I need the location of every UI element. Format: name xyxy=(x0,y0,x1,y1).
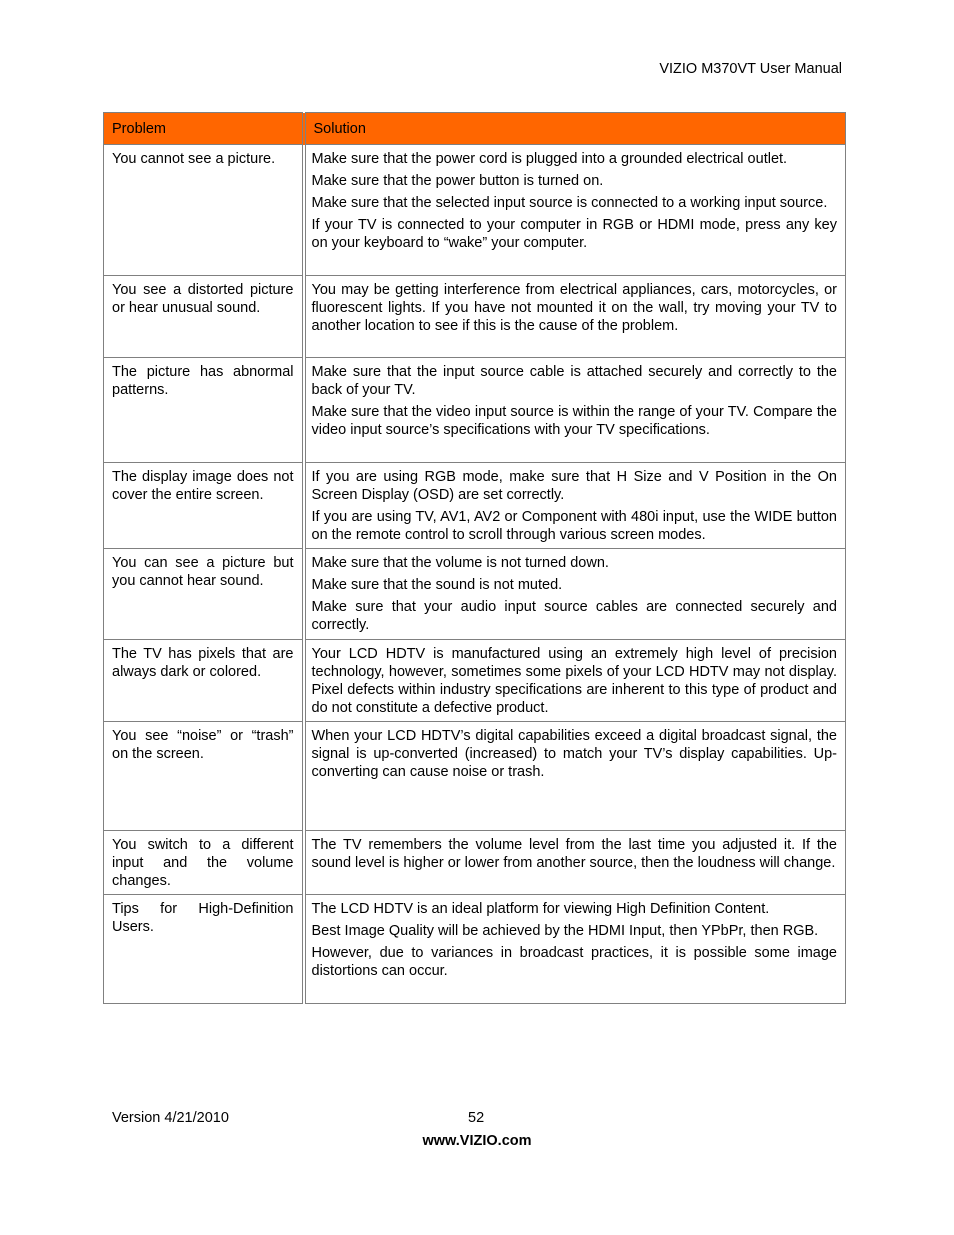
solution-cell xyxy=(306,276,846,339)
solution-text: Make sure that the power cord is plugged into a grounded electrical outlet. xyxy=(311,151,788,167)
table-row xyxy=(104,463,846,549)
table-row xyxy=(104,276,846,358)
solution-cell xyxy=(306,895,846,984)
table-row xyxy=(104,640,846,722)
problem-cell: Tips for High-Definition Users. xyxy=(112,901,294,935)
solution-text: Make sure that the video input source is within the range of your TV. Compare the video input source’s specifications with your TV specifications. xyxy=(311,404,837,438)
table-row xyxy=(104,145,846,276)
solution-text: When your LCD HDTV’s digital capabilities exceed a digital broadcast signal, the signal is up-converted (increased) to match your TV’s display capabilities. Up-converting can cause noise or trash. xyxy=(311,728,837,780)
solution-text: If you are using RGB mode, make sure that H Size and V Position in the On Screen Display (OSD) are set correctly. xyxy=(311,469,837,503)
solution-text: Best Image Quality will be achieved by the HDMI Input, then YPbPr, then RGB. xyxy=(311,923,819,939)
solution-text: However, due to variances in broadcast practices, it is possible some image distortions can occur. xyxy=(311,945,837,979)
footer-version: Version 4/21/2010 xyxy=(112,1110,229,1126)
column-header-solution: Solution xyxy=(304,113,846,145)
table-row xyxy=(104,358,846,463)
problem-cell: You can see a picture but you cannot hear sound. xyxy=(112,555,294,589)
table-row xyxy=(104,895,846,1004)
solution-text: Make sure that the volume is not turned down. xyxy=(311,555,609,571)
solution-text: If you are using TV, AV1, AV2 or Component with 480i input, use the WIDE button on the remote control to scroll through various screen modes. xyxy=(311,509,837,543)
solution-text: Make sure that the sound is not muted. xyxy=(311,577,563,593)
problem-cell: The display image does not cover the entire screen. xyxy=(112,469,294,503)
problem-cell: You see a distorted picture or hear unusual sound. xyxy=(112,282,294,316)
solution-cell xyxy=(306,358,846,443)
solution-text: Make sure that the input source cable is attached securely and correctly to the back of your TV. xyxy=(311,364,837,398)
manual-title: VIZIO M370VT User Manual xyxy=(659,61,842,77)
column-header-problem: Problem xyxy=(104,113,304,145)
table-row xyxy=(104,722,846,831)
footer-website: www.VIZIO.com xyxy=(422,1133,532,1149)
solution-cell xyxy=(306,722,846,785)
solution-cell xyxy=(306,640,846,721)
problem-cell: You switch to a different input and the volume changes. xyxy=(112,837,294,889)
solution-text: The LCD HDTV is an ideal platform for viewing High Definition Content. xyxy=(311,901,770,917)
troubleshooting-table xyxy=(103,112,846,1004)
solution-cell xyxy=(306,463,846,548)
problem-cell: You cannot see a picture. xyxy=(112,151,276,167)
solution-text: You may be getting interference from electrical appliances, cars, motorcycles, or fluorescent lights. If you have not mounted it on the wall, try moving your TV to another location to see if this is the cause of the problem. xyxy=(311,282,837,334)
problem-cell: The picture has abnormal patterns. xyxy=(112,364,294,398)
table-row xyxy=(104,549,846,640)
problem-cell: You see “noise” or “trash” on the screen. xyxy=(112,728,294,762)
solution-cell xyxy=(306,145,846,256)
table-row xyxy=(104,831,846,895)
solution-text: Make sure that the power button is turned on. xyxy=(311,173,604,189)
solution-text: Your LCD HDTV is manufactured using an extremely high level of precision technology, however, sometimes some pixels of your LCD HDTV may not display. Pixel defects within industry specifications are inherent to this type of product and do not constitute a defective product. xyxy=(311,646,837,716)
solution-cell xyxy=(306,831,846,876)
problem-cell: The TV has pixels that are always dark or colored. xyxy=(112,646,294,680)
solution-text: Make sure that the selected input source is connected to a working input source. xyxy=(311,195,828,211)
solution-text: The TV remembers the volume level from the last time you adjusted it. If the sound level is higher or lower from another source, then the loudness will change. xyxy=(311,837,837,871)
solution-cell xyxy=(306,549,846,638)
page-number: 52 xyxy=(468,1110,485,1126)
table-header-row xyxy=(104,113,846,145)
solution-text: If your TV is connected to your computer in RGB or HDMI mode, press any key on your keyboard to “wake” your computer. xyxy=(311,217,837,251)
solution-text: Make sure that your audio input source cables are connected securely and correctly. xyxy=(311,599,837,633)
